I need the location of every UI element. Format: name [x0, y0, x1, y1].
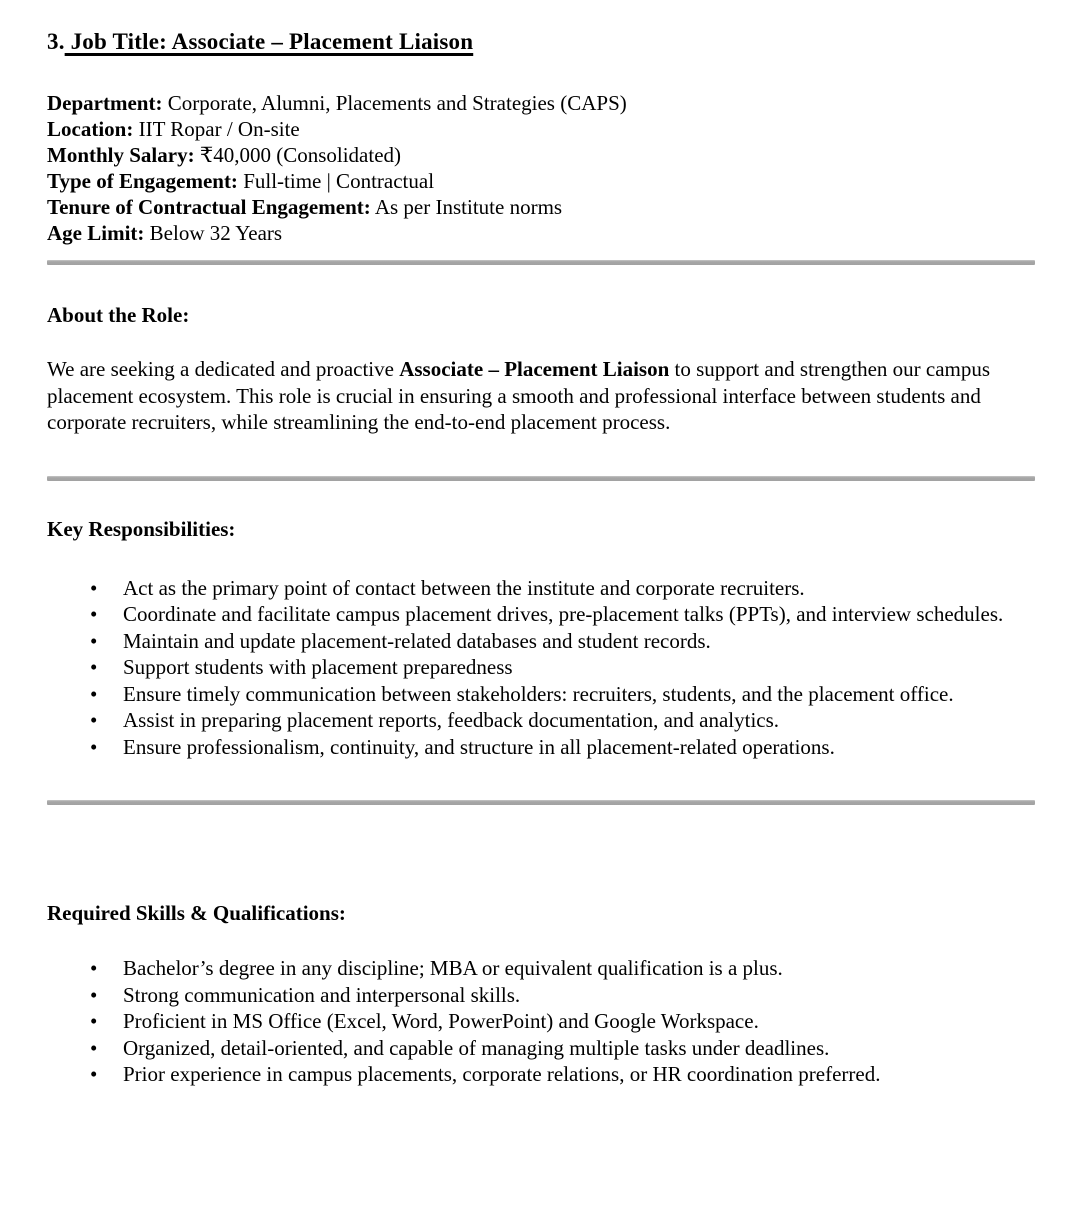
page-title: [47, 28, 1035, 56]
responsibilities-list: [47, 575, 1047, 761]
about-paragraph: [47, 356, 1035, 436]
meta-value: Corporate, Alumni, Placements and Strategies (CAPS): [167, 91, 627, 115]
job-meta-block: [47, 90, 1035, 246]
meta-value: As per Institute norms: [374, 195, 563, 219]
bullet-item: • Prior experience in campus placements, corporate relations, or HR coordination preferred.: [123, 1061, 1047, 1088]
bullet-item: • Organized, detail-oriented, and capable of managing multiple tasks under deadlines.: [123, 1035, 1047, 1062]
meta-value: IIT Ropar / On-site: [138, 117, 300, 141]
meta-row-location: [47, 116, 1035, 142]
meta-label: Type of Engagement:: [47, 169, 238, 193]
about-paragraph-text: to support and strengthen our campus placement ecosystem. This role is crucial in ensuring a smooth and professional interface between students and corporate recruiters, while streamlining the end-to-end placement process.: [47, 357, 991, 434]
meta-row-salary: [47, 142, 1035, 168]
meta-row-engagement-type: [47, 168, 1035, 194]
bullet-item: • Support students with placement preparedness: [123, 654, 1047, 681]
meta-label: Age Limit:: [47, 221, 145, 245]
bullet-item: • Act as the primary point of contact between the institute and corporate recruiters.: [123, 575, 1047, 602]
responsibilities-heading: Key Responsibilities:: [47, 516, 236, 541]
section-divider: [47, 476, 1035, 481]
title-text: Job Title: Associate – Placement Liaison: [64, 29, 474, 54]
bullet-item: • Proficient in MS Office (Excel, Word, PowerPoint) and Google Workspace.: [123, 1008, 1047, 1035]
section-divider: [47, 800, 1035, 805]
skills-list: [47, 955, 1047, 1088]
section-divider: [47, 260, 1035, 265]
meta-row-age-limit: [47, 220, 1035, 246]
meta-row-tenure: [47, 194, 1035, 220]
meta-value: ₹40,000 (Consolidated): [199, 143, 402, 167]
meta-label: Monthly Salary:: [47, 143, 195, 167]
bullet-item: • Bachelor’s degree in any discipline; MBA or equivalent qualification is a plus.: [123, 955, 1047, 982]
about-heading: About the Role:: [47, 303, 190, 327]
about-paragraph-text: We are seeking a dedicated and proactive: [47, 357, 400, 381]
bullet-item: • Coordinate and facilitate campus placement drives, pre-placement talks (PPTs), and interview schedules.: [123, 601, 1047, 628]
bullet-item: • Strong communication and interpersonal skills.: [123, 982, 1047, 1009]
bullet-item: • Ensure timely communication between stakeholders: recruiters, students, and the placement office.: [123, 681, 1047, 708]
meta-row-department: [47, 90, 1035, 116]
meta-value: Below 32 Years: [149, 221, 283, 245]
meta-value: Full-time | Contractual: [243, 169, 435, 193]
bullet-item: • Assist in preparing placement reports, feedback documentation, and analytics.: [123, 707, 1047, 734]
meta-label: Department:: [47, 91, 163, 115]
meta-label: Location:: [47, 117, 134, 141]
title-number: 3.: [47, 29, 65, 54]
bullet-item: • Maintain and update placement-related databases and student records.: [123, 628, 1047, 655]
about-paragraph-bold: Associate – Placement Liaison: [399, 357, 670, 381]
skills-heading: Required Skills & Qualifications:: [47, 901, 346, 925]
meta-label: Tenure of Contractual Engagement:: [47, 195, 371, 219]
bullet-item: • Ensure professionalism, continuity, and structure in all placement-related operations.: [123, 734, 1047, 761]
